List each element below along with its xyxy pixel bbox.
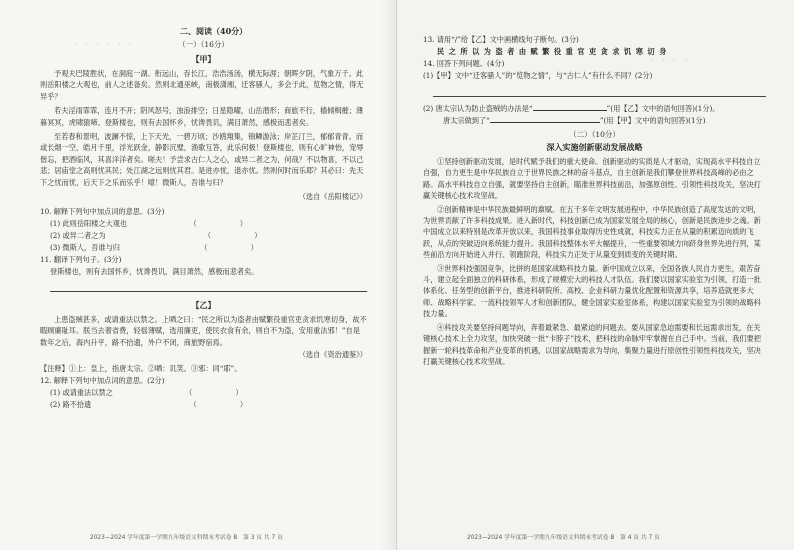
passage-b: 上患盗贼甚多，或请重法以禁之。上哂之曰：“民之所以为盗者由赋繁役重官吏贪求饥寒切身，故不暇顾廉耻耳。朕当去奢省费，轻徭薄赋，选用廉吏，使民衣食有余，则自不为盗，安用重法邪！”自是数年之后，海内升平，路不拾遗，外户不闭，商旅野宿焉。 [40, 315, 367, 347]
q11-sentence: 登斯楼也，则有去国怀乡，忧谗畏讥，满目萧然，感极而悲者矣。 [50, 267, 259, 277]
article-paragraph-1: ①坚持创新驱动发展，是时代赋予我们的重大使命。创新驱动的实质是人才驱动，实现高水平科技自立自强，自力更生是中华民族自立于世界民族之林的奋斗基点，自主创新是我们攀登世界科技高峰的必由之路。高水平科技自立自强，就要坚持自主创新，瞄准世界科技前沿，加强原创性、引领性科技攻关，坚决打赢关键核心技术攻坚战。 [423, 157, 761, 201]
answer-blank[interactable] [490, 122, 600, 123]
article-paragraph-2: ②创新精神是中华民族最鲜明的禀赋。在五千多年文明发展进程中，中华民族创造了高度发达的文明，为世界贡献了许多科技成果。进入新时代，科技创新已成为国家发展全局的核心，创新是民族进步之魂。新中国成立以来特别是改革开放以来，我国科技事业取得历史性成就，科技实力正在从量的积累迈向质的飞跃，从点的突破迈向系统能力提升。我国科技整体水平大幅提升，一些重要领域方向跻身世界先进行列，某些前沿方向开始进入并行、领跑阶段，科技实力正处于从量变到质变的关键时期。 [423, 204, 761, 260]
q14-part-2 [423, 103, 766, 115]
q10-item-3 [40, 242, 367, 254]
right-page [397, 0, 794, 550]
article-paragraph-3: ③世界科技强国竞争，比拼的是国家战略科技力量。新中国成立以来，全国各族人民自力更生，艰苦奋斗，建立起全面独立的科研体系，形成了规模宏大的科技人才队伍。我们要以国家实验室为引领，打造一批体系化、任务型的创新平台，推进科研院所、高校、企业科研力量优化配置和资源共享，培养造就更多大师、战略科学家、一流科技领军人才和创新团队，健全国家实验室体系，构建以国家实验室为引领的战略科技力量。 [423, 263, 761, 319]
page-footer-left: 2023—2024 学年度第一学期九年级语文科期末考试卷 B 第 3 页 共 7 页 [90, 535, 283, 541]
page-footer-right: 2023—2024 学年度第一学期九年级语文科期末考试卷 B 第 4 页 共 7 页 [467, 535, 660, 541]
passage-a-paragraph-2: 若夫淫雨霏霏，连月不开；阴风怒号，浊浪排空；日星隐曜，山岳潜形；商旅不行，樯倾楫摧；薄暮冥冥，虎啸猿啼。登斯楼也，则有去国怀乡，忧谗畏讥，满目萧然，感极而悲者矣。 [40, 106, 364, 127]
article-paragraph-4: ④科技攻关要坚持问题导向，奔着最紧急、最紧迫的问题去。要从国家急迫需要和长远需求出发，在关键核心技术上全力攻坚，加快突破一批“卡脖子”技术，把科技的命脉牢牢掌握在自己手中。当前，我们要把握新一轮科技革命和产业变革的机遇，以国家战略需求为导向，集聚力量进行原创性引领性科技攻关，坚决打赢关键核心技术攻坚战。 [423, 322, 761, 366]
passage-b-tag: 【乙】 [191, 300, 216, 311]
q12-item-1 [40, 387, 367, 399]
q10-item-1 [40, 218, 367, 230]
passage-b-source: （选自《资治通鉴》） [298, 350, 367, 360]
passage-a-paragraph-1: 予观夫巴陵胜状，在洞庭一湖。衔远山，吞长江，浩浩汤汤，横无际涯；朝晖夕阴，气象万千。此则岳阳楼之大观也，前人之述备矣。然则北通巫峡，南极潇湘，迁客骚人，多会于此，览物之情，得无异乎？ [40, 69, 364, 101]
q14-part-2-lead: (2) 唐太宗认为防止盗贼的办法是“ [423, 104, 533, 113]
q13-sentence: 民 之 所 以 为 盗 者 由 赋 繁 役 重 官 吏 贪 求 饥 寒 切 身 [437, 47, 668, 56]
section-title: 二、阅读（40分） [180, 26, 248, 36]
q10-item-2-text: (2) 或异二者之为 [50, 231, 106, 241]
passage-a [40, 68, 367, 188]
answer-paren[interactable]: （ ） [189, 400, 248, 410]
answer-paren[interactable]: （ ） [200, 243, 258, 253]
question-11: 11. 翻译下列句子。(3分) [40, 255, 122, 265]
question-14: 14. 回答下列问题。(4分) [423, 59, 505, 68]
bleed-through-text: ・・・・・・ [70, 38, 136, 51]
q14-part-1: (1)【甲】文中“迁客骚人”的“览物之情”，与“古仁人”有什么不同？(2分) [423, 71, 653, 80]
page-fold-shadow [380, 0, 397, 550]
article-body [423, 156, 766, 367]
question-12: 12. 解释下列句中加点词的意思。(2分) [40, 376, 165, 386]
q14-part-2-continued [423, 115, 766, 127]
q10-item-3-text: (3) 微斯人，吾谁与归 [50, 243, 120, 253]
answer-paren[interactable]: （ ） [185, 388, 243, 398]
answer-paren[interactable]: （ ） [189, 219, 247, 229]
question-10: 10. 解释下列句中加点词的意思。(3分) [40, 207, 165, 217]
bleed-through-text: ・・・・ [647, 54, 691, 67]
q12-item-2 [40, 399, 367, 411]
q10-item-1-text: (1) 此则岳阳楼之大观也 [50, 219, 128, 229]
answer-paren[interactable]: （ ） [203, 231, 262, 241]
question-13: 13. 请用“/”给【乙】文中画横线句子断句。(3分) [423, 35, 579, 44]
passage-a-paragraph-3: 至若春和景明，波澜不惊，上下天光，一碧万顷；沙鸥翔集，锦鳞游泳；岸芷汀兰，郁郁青青。而或长烟一空，皓月千里，浮光跃金，静影沉璧，渔歌互答，此乐何极！登斯楼也，则有心旷神怡，宠辱偕忘，把酒临风，其喜洋洋者矣。嗟夫！予尝求古仁人之心，或异二者之为，何哉？不以物喜，不以己悲；居庙堂之高则忧其民；处江湖之远则忧其君。是进亦忧，退亦忧。然则何时而乐耶？其必曰：先天下之忧而忧，后天下之乐而乐乎！噫！微斯人，吾谁与归？ [40, 132, 364, 187]
part1-title: （一）（16分） [178, 40, 229, 49]
part2-title: （二）（10分） [569, 130, 620, 139]
answer-line[interactable] [433, 84, 766, 97]
q14-part-2c-lead: 唐太宗做到了“ [443, 116, 490, 125]
passage-a-source: （选自《岳阳楼记》） [298, 192, 367, 202]
q14-part-2-tail: ”(用【乙】文中的语句回答)(1分)。 [606, 104, 720, 113]
q14-part-2c-tail: ”(用【甲】文中的语句回答)(1分) [599, 116, 706, 125]
answer-blank[interactable] [533, 110, 607, 111]
passage-a-tag: 【甲】 [191, 54, 216, 64]
q12-item-2-text: (2) 路不拾遗 [50, 400, 92, 410]
q10-item-2 [40, 230, 367, 242]
article-title: 深入实施创新驱动发展战略 [546, 142, 643, 152]
passage-b-note: 【注释】①上：皇上，指唐太宗。②哂：讥笑。③邪：同“耶”。 [40, 364, 242, 374]
q12-item-1-text: (1) 或请重法以禁之 [50, 388, 113, 398]
answer-line[interactable] [50, 281, 367, 292]
